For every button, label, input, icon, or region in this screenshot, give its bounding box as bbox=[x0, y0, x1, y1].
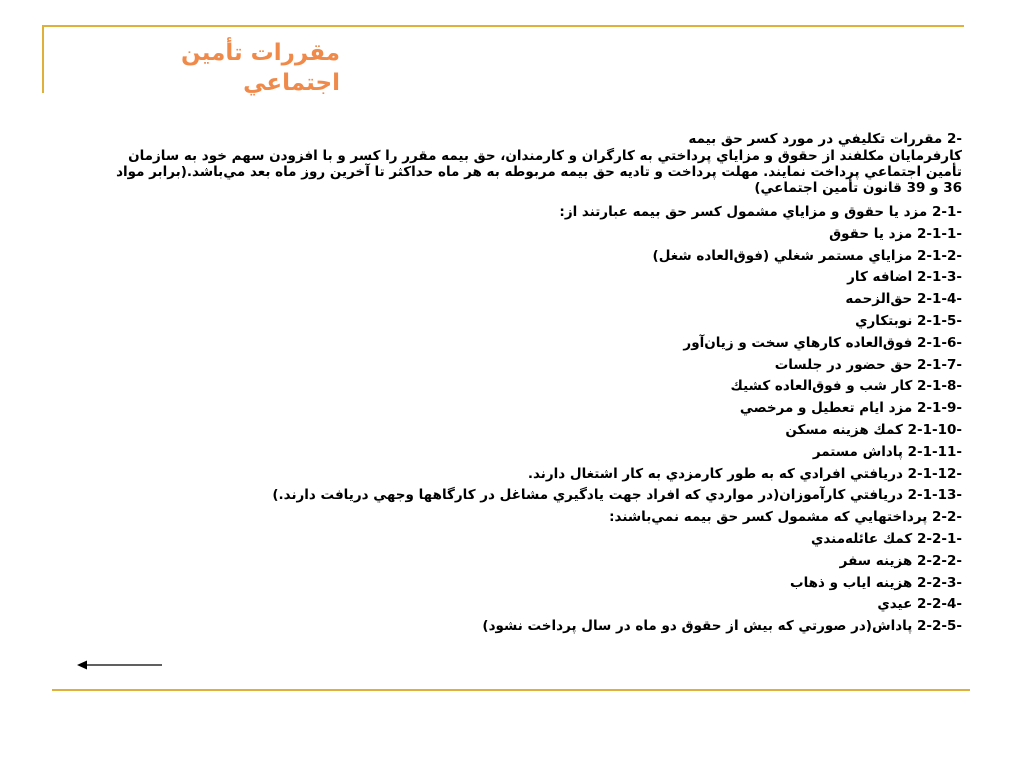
item-list bbox=[96, 202, 962, 638]
section-heading bbox=[96, 130, 962, 148]
list-item-number: 2-2-3- bbox=[917, 574, 962, 591]
list-item bbox=[96, 376, 962, 398]
list-item bbox=[96, 594, 962, 616]
list-item-text: هزينه سفر bbox=[839, 552, 913, 569]
left-arrow-icon[interactable] bbox=[76, 658, 164, 672]
list-item-number: 2-2-5- bbox=[917, 618, 962, 635]
list-item bbox=[96, 267, 962, 289]
list-item-text: مزد يا حقوق bbox=[829, 225, 913, 242]
list-item bbox=[96, 355, 962, 377]
list-item-number: 2-1-12- bbox=[907, 465, 962, 482]
list-item bbox=[96, 311, 962, 333]
list-item-number: 2-1-1- bbox=[917, 225, 962, 242]
list-item bbox=[96, 289, 962, 311]
list-item bbox=[96, 202, 962, 224]
list-item-text: پرداختهايي كه مشمول كسر حق بيمه نمي‌باشند: bbox=[609, 509, 928, 526]
list-item-text: حق حضور در جلسات bbox=[774, 356, 913, 373]
list-item-number: 2-1-9- bbox=[917, 400, 962, 417]
list-item-number: 2-1-5- bbox=[917, 312, 962, 329]
list-item-text: هزينه اياب و ذهاب bbox=[790, 574, 913, 591]
list-item-number: 2-1-8- bbox=[917, 378, 962, 395]
list-item-number: 2-1- bbox=[932, 204, 962, 220]
list-item-text: دريافتي افرادي كه به طور كارمزدي به كار اشتغال دارند. bbox=[527, 465, 903, 482]
list-item-number: 2-2-4- bbox=[917, 596, 962, 613]
list-item bbox=[96, 224, 962, 246]
list-item-number: 2-1-11- bbox=[907, 443, 962, 460]
list-item bbox=[96, 464, 962, 486]
list-item-number: 2-1-2- bbox=[917, 247, 962, 264]
list-item-text: مزد يا حقوق و مزاياي مشمول كسر حق بيمه عبارتند از: bbox=[559, 204, 928, 220]
list-item-text: دريافتي كارآموزان(در مواردي كه افراد جهت يادگيري مشاغل در كارگاهها وجهي دريافت دارند.) bbox=[272, 487, 903, 504]
section-paragraph: كارفرمايان مكلفند از حقوق و مزاياي پرداختي به كارگران و كارمندان، حق بيمه مقرر را كسر و با افزودن سهم خود به سازمان تأمين اجتماعي پرداخت نمايند. مهلت پرداخت و تاديه حق بيمه مربوطه به هر ماه حداكثر تا آخرين روز ماه بعد مي‌باشد.(برابر مواد 36 و 39 قانون تأمين اجتماعي) bbox=[116, 148, 962, 196]
list-item-text: حق‌الزحمه bbox=[845, 291, 913, 308]
list-item-number: 2-1-3- bbox=[917, 269, 962, 286]
list-item bbox=[96, 507, 962, 529]
list-item-number: 2-1-13- bbox=[907, 487, 962, 504]
frame-bottom-line bbox=[52, 689, 970, 691]
section-heading-text: مقررات تكليفي در مورد كسر حق بيمه bbox=[688, 131, 943, 147]
frame-left-line bbox=[42, 25, 44, 93]
list-item-text: مزد ايام تعطيل و مرخصي bbox=[739, 400, 913, 417]
list-item-text: كار شب و فوق‌العاده كشيك bbox=[730, 378, 913, 395]
list-item-text: نوبتكاري bbox=[855, 312, 913, 329]
list-item-number: 2-1-6- bbox=[917, 334, 962, 351]
section-heading-number: 2- bbox=[947, 131, 962, 147]
list-item-text: فوق‌العاده كارهاي سخت و زيان‌آور bbox=[683, 334, 913, 351]
list-item-text: عيدي bbox=[877, 596, 913, 613]
list-item-text: پاداش(در صورتي كه بيش از حقوق دو ماه در سال پرداخت نشود) bbox=[482, 618, 913, 635]
list-item-number: 2-2-2- bbox=[917, 552, 962, 569]
list-item-text: كمك عائله‌مندي bbox=[811, 530, 913, 547]
list-item-text: اضافه كار bbox=[847, 269, 913, 286]
list-item bbox=[96, 551, 962, 573]
list-item-number: 2-1-10- bbox=[907, 421, 962, 438]
list-item bbox=[96, 398, 962, 420]
list-item-number: 2-1-4- bbox=[917, 291, 962, 308]
slide-title: مقررات تأمين اجتماعي bbox=[181, 40, 340, 96]
list-item bbox=[96, 442, 962, 464]
list-item bbox=[96, 246, 962, 268]
list-item bbox=[96, 420, 962, 442]
list-item-number: 2-2- bbox=[932, 509, 962, 526]
list-item bbox=[96, 616, 962, 638]
list-item-number: 2-2-1- bbox=[917, 530, 962, 547]
list-item bbox=[96, 529, 962, 551]
list-item bbox=[96, 485, 962, 507]
list-item bbox=[96, 333, 962, 355]
list-item-text: مزاياي مستمر شغلي (فوق‌العاده شغل) bbox=[652, 247, 913, 264]
list-item-text: پاداش مستمر bbox=[812, 443, 903, 460]
slide-content bbox=[96, 130, 962, 638]
list-item-number: 2-1-7- bbox=[917, 356, 962, 373]
list-item bbox=[96, 573, 962, 595]
frame-top-line bbox=[42, 25, 964, 27]
list-item-text: كمك هزينه مسكن bbox=[785, 421, 903, 438]
